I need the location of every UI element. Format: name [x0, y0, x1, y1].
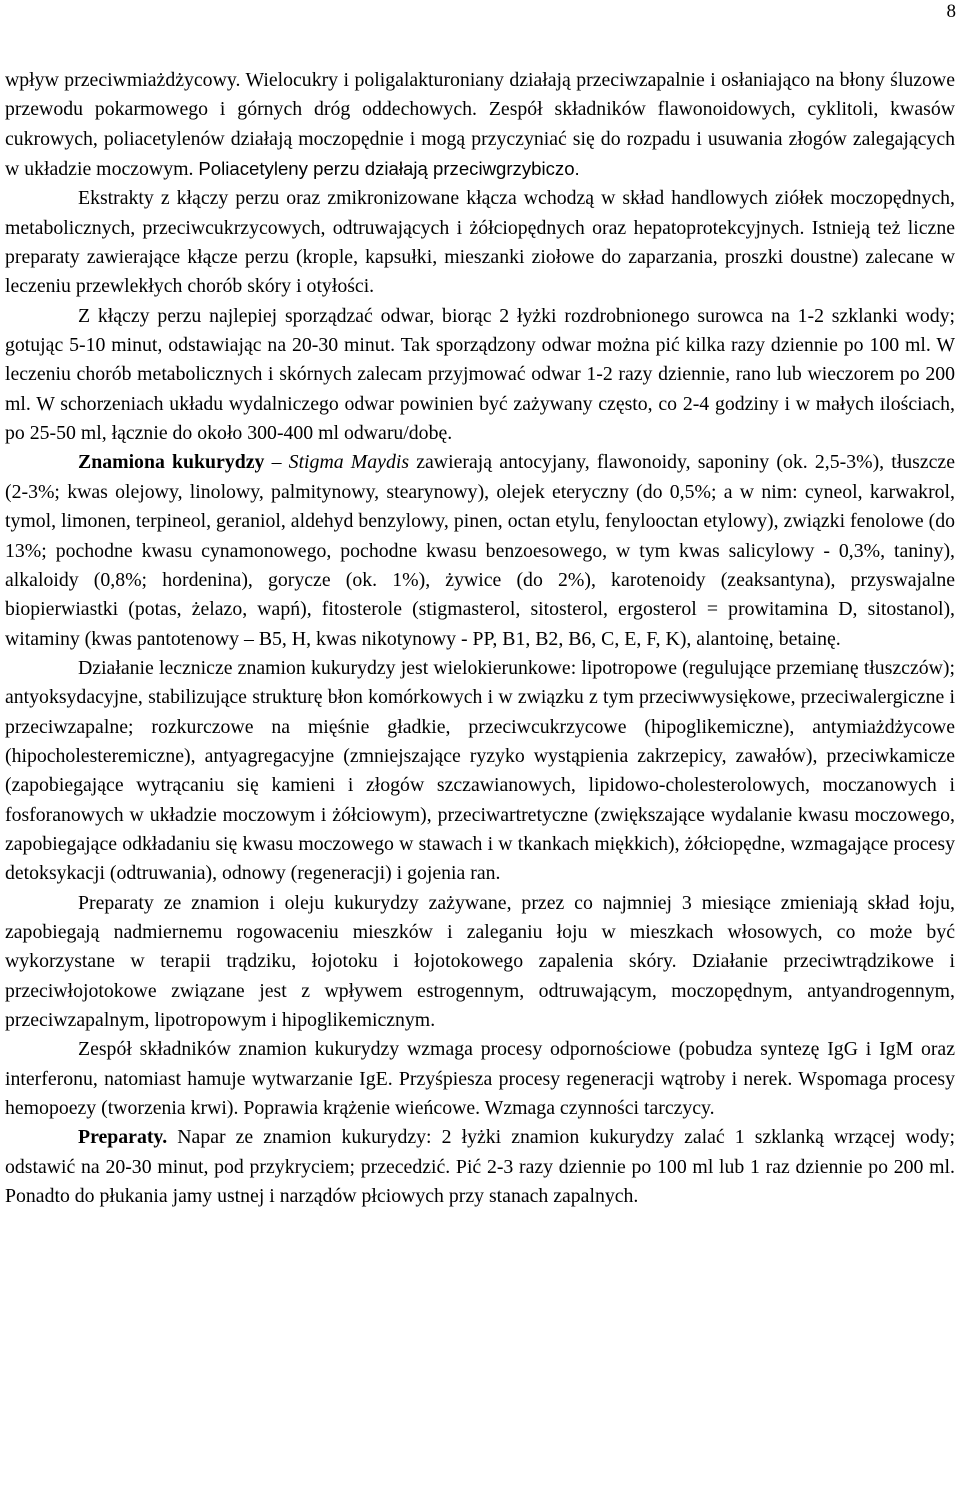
dash-separator: –	[264, 451, 289, 474]
paragraph-2	[5, 184, 955, 301]
section-term-bold: Znamiona kukurydzy	[78, 451, 265, 474]
paragraph-text: wpływ przeciwmiażdżycowy. Wielocukry i poligalakturoniany działają przeciwzapalnie i osłaniająco na błony śluzowe przewodu pokarmowego i górnych dróg oddechowych. Zespół składników flawonoidowych, cyklitoli, kwasów cukrowych, poliacetylenów działają moczopędnie i mogą przyczyniać się do rozpadu i usuwania złogów zalegających w układzie moczowym.	[5, 69, 955, 181]
paragraph-5	[5, 654, 955, 889]
paragraph-text: Z kłączy perzu najlepiej sporządzać odwar, biorąc 2 łyżki rozdrobnionego surowca na 1-2 szklanki wody; gotując 5-10 minut, odstawiając na 20-30 minut. Tak sporządzony odwar można pić kilka razy dziennie po 100 ml. W leczeniu chorób metabolicznych i skórnych zalecam przyjmować odwar 1-2 razy dziennie, rano lub wieczorem po 200 ml. W schorzeniach układu wydalniczego odwar powinien być zażywany często, co 2-4 godziny i w małych ilościach, po 25-50 ml, łącznie do około 300-400 ml odwaru/dobę.	[5, 304, 955, 445]
latin-name-italic: Stigma Maydis	[288, 451, 410, 474]
paragraph-1	[5, 66, 955, 184]
paragraph-text-sans: Poliacetyleny perzu działają przeciwgrzybiczo.	[198, 158, 580, 180]
paragraph-text: Działanie lecznicze znamion kukurydzy jest wielokierunkowe: lipotropowe (regulujące przemianę tłuszczów); antyoksydacyjne, stabilizujące strukturę błon komórkowych i w związku z tym przeciwwysiękowe, przeciwalergiczne i przeciwzapalne; rozkurczowe na mięśnie gładkie, przeciwcukrzycowe (hipoglikemiczne), antymiażdżycowe (hipocholesteremiczne), antyagregacyjne (zmniejszające ryzyko wystąpienia zakrzepicy, zawałów), przeciwkamicze (zapobiegające wytrącaniu się kamieni i złogów szczawianowych, lipidowo-cholesterolowych, moczanowych i fosforanowych w układzie moczowym i żółciowym), przeciwartretyczne (zwiększające wydalanie kwasu moczowego, zapobiegające odkładaniu się kwasu moczowego w stawach i w tkankach miękkich), żółciopędne, wzmagające procesy detoksykacji (odtruwania), odnowy (regeneracji) i gojenia ran.	[5, 656, 955, 885]
paragraph-8	[5, 1123, 955, 1211]
paragraph-text: zawierają antocyjany, flawonoidy, saponiny (ok. 2,5-3%), tłuszcze (2-3%; kwas olejowy, linolowy, palmitynowy, stearynowy), olejek eteryczny (do 0,5%; a w nim: cyneol, karwakrol, tymol, limonen, terpineol, geraniol, aldehyd benzylowy, pinen, octan etylu, fenylooctan etylowy), związki fenolowe (do 13%; pochodne kwasu cynamonowego, pochodne kwasu benzoesowego, w tym kwas salicylowy - 0,3%, taniny), alkaloidy (0,8%; hordenina), gorycze (ok. 1%), żywice (do 2%), karotenoidy (zeaksantyna), przyswajalne biopierwiastki (potas, żelazo, wapń), fitosterole (stigmasterol, sitosterol, ergosterol = prowitamina D, sitostanol), witaminy (kwas pantotenowy – B5, H, kwas nikotynowy - PP, B1, B2, B6, C, E, F, K), alantoinę, betainę.	[5, 451, 955, 650]
paragraph-7	[5, 1035, 955, 1123]
section-term-bold: Preparaty.	[78, 1126, 168, 1149]
paragraph-text: Napar ze znamion kukurydzy: 2 łyżki znamion kukurydzy zalać 1 szklanką wrzącej wody; odstawić na 20-30 minut, pod przykryciem; przecedzić. Pić 2-3 razy dziennie po 100 ml lub 1 raz dziennie po 200 ml. Ponadto do płukania jamy ustnej i narządów płciowych przy stanach zapalnych.	[5, 1126, 955, 1208]
document-body	[5, 66, 955, 1211]
paragraph-4	[5, 448, 955, 653]
paragraph-text: Preparaty ze znamion i oleju kukurydzy zażywane, przez co najmniej 3 miesiące zmieniają skład łoju, zapobiegają nadmiernemu rogowaceniu mieszków i zaleganiu łoju w mieszkach włosowych, co może być wykorzystane w terapii trądziku, łojotoku i łojotokowego zapalenia skóry. Działanie przeciwtrądzikowe i przeciwłojotokowe związane jest z wpływem estrogennym, odtruwającym, moczopędnym, antyandrogennym, przeciwzapalnym, lipotropowym i hipoglikemicznym.	[5, 891, 955, 1031]
page-number: 8	[946, 1, 956, 22]
paragraph-3	[5, 302, 955, 449]
paragraph-text: Ekstrakty z kłączy perzu oraz zmikronizowane kłącza wchodzą w skład handlowych ziółek moczopędnych, metabolicznych, przeciwcukrzycowych, odtruwających i żółciopędnych oraz hepatoprotekcyjnych. Istnieją też liczne preparaty zawierające kłącze perzu (krople, kapsułki, mieszanki ziołowe do zaparzania, proszki doustne) zalecane w leczeniu przewlekłych chorób skóry i otyłości.	[5, 187, 955, 298]
paragraph-6	[5, 889, 955, 1036]
paragraph-text: Zespół składników znamion kukurydzy wzmaga procesy odpornościowe (pobudza syntezę IgG i IgM oraz interferonu, natomiast hamuje wytwarzanie IgE. Przyśpiesza procesy regeneracji wątroby i nerek. Wspomaga procesy hemopoezy (tworzenia krwi). Poprawia krążenie wieńcowe. Wzmaga czynności tarczycy.	[5, 1038, 955, 1120]
